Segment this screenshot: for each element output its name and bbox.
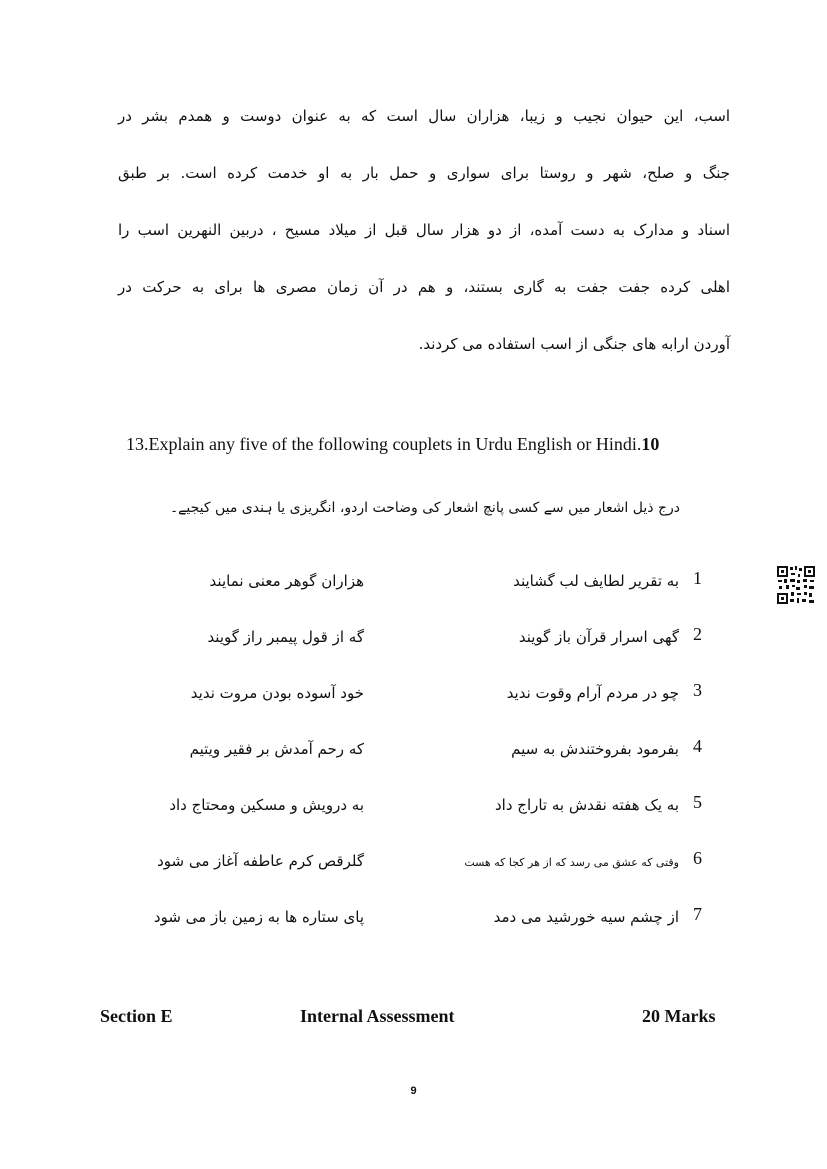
couplet-number: 4	[693, 736, 702, 756]
passage-line: اسناد و مدارک به دست آمده، از دو هزار سال قبل از میلاد مسیح ، دربین النهرین اسب را	[118, 221, 730, 239]
couplet-row	[0, 846, 827, 902]
question-13	[126, 434, 659, 455]
couplet-row	[0, 678, 827, 734]
passage-line: جنگ و صلح، شهر و روستا برای سواری و حمل بار به او خدمت کرده است. بر طبق	[118, 164, 730, 182]
couplet-first-hemistich: بفرمود بفروختندش به سیم	[511, 740, 679, 758]
couplet-number: 6	[693, 848, 702, 868]
couplet-number: 1	[693, 568, 702, 588]
couplet-first-hemistich: به یک هفته نقدش به تاراج داد	[494, 796, 679, 814]
section-name: Section E	[100, 1006, 173, 1026]
question-marks: 10	[641, 434, 660, 454]
passage-line: آوردن ارابه های جنگی از اسب استفاده می کردند.	[418, 335, 730, 353]
section-marks: 20 Marks	[642, 1006, 716, 1026]
couplet-second-hemistich: خود آسوده بودن مروت ندید	[190, 684, 364, 702]
couplet-second-hemistich: که رحم آمدش بر فقیر ویتیم	[189, 740, 364, 758]
section-title: Internal Assessment	[300, 1006, 455, 1026]
couplet-list	[0, 566, 827, 958]
couplet-row	[0, 734, 827, 790]
couplet-row	[0, 622, 827, 678]
persian-passage	[118, 88, 730, 373]
couplet-second-hemistich: گه از قول پیمبر راز گویند	[207, 628, 364, 646]
couplet-first-hemistich: گهی اسرار قرآن باز گویند	[518, 628, 679, 646]
couplet-number: 3	[693, 680, 702, 700]
question-text: 13.Explain any five of the following couplets in Urdu English or Hindi.	[126, 434, 642, 454]
couplet-first-hemistich: به تقریر لطایف لب گشایند	[513, 572, 679, 590]
couplet-first-hemistich: از چشم سیه خورشید می دمد	[493, 908, 679, 926]
couplet-second-hemistich: هزاران گوهر معنی نمایند	[209, 572, 364, 590]
couplet-row	[0, 902, 827, 958]
couplet-first-hemistich: وقتی که عشق می رسد که از هر کجا که هست	[464, 856, 679, 869]
couplet-number: 7	[693, 904, 702, 924]
passage-line: اسب، این حیوان نجیب و زیبا، هزاران سال است که به عنوان دوست و همدم بشر در	[118, 107, 730, 125]
couplet-number: 2	[693, 624, 702, 644]
passage-line: اهلی کرده جفت جفت به گاری بستند، و هم در آن زمان مصری ها برای به حرکت در	[118, 278, 730, 296]
couplet-number: 5	[693, 792, 702, 812]
couplet-row	[0, 566, 827, 622]
urdu-instruction: درج ذیل اشعار میں سے کسی پانچ اشعار کی وضاحت اردو، انگریزی یا ہندی میں کیجیے۔	[169, 500, 680, 516]
couplet-first-hemistich: چو در مردم آرام وقوت ندید	[506, 684, 679, 702]
couplet-second-hemistich: به درویش و مسکین ومحتاج داد	[169, 796, 364, 814]
couplet-second-hemistich: پای ستاره ها به زمین باز می شود	[153, 908, 364, 926]
page-number: 9	[410, 1085, 417, 1097]
couplet-row	[0, 790, 827, 846]
couplet-second-hemistich: گلرقص کرم عاطفه آغاز می شود	[157, 852, 364, 870]
